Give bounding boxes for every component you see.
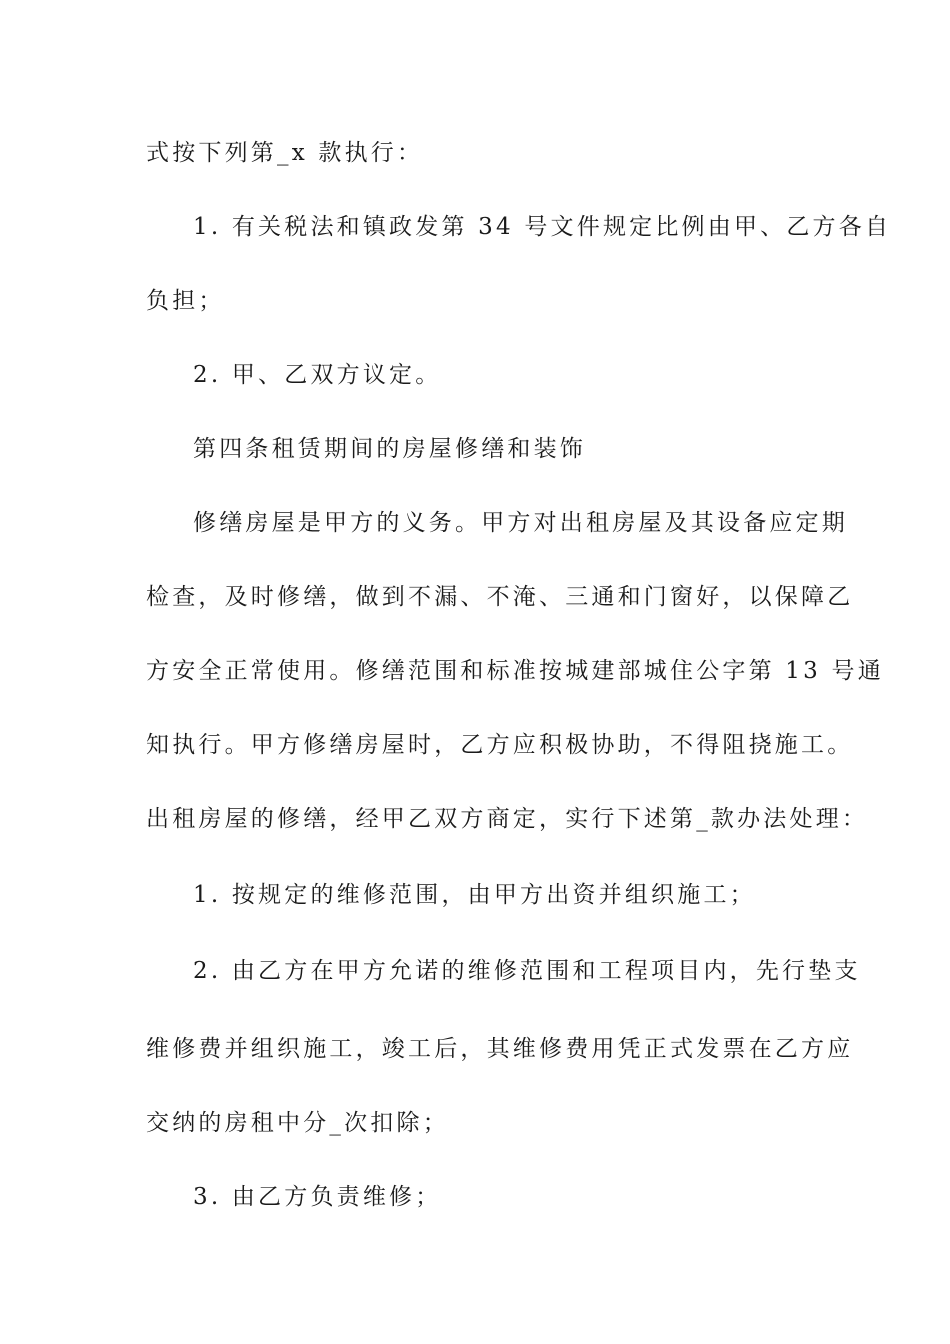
text-line: 交纳的房租中分_次扣除； [146,1110,449,1136]
text-line: 出租房屋的修缮，经甲乙双方商定，实行下述第_款办法处理： [146,806,869,832]
text-line: 知执行。甲方修缮房屋时，乙方应积极协助，不得阻挠施工。 [146,732,854,758]
text-line: 1. 按规定的维修范围，由甲方出资并组织施工； [193,882,756,908]
text-line: 1. 有关税法和镇政发第 34 号文件规定比例由甲、乙方各自 [193,214,892,240]
text-line: 式按下列第_x 款执行： [146,140,424,166]
section-heading: 第四条租赁期间的房屋修缮和装饰 [193,436,586,462]
text-line: 维修费并组织施工，竣工后，其维修费用凭正式发票在乙方应 [146,1036,854,1062]
text-line: 2. 由乙方在甲方允诺的维修范围和工程项目内，先行垫支 [193,958,861,984]
text-line: 3. 由乙方负责维修； [193,1184,442,1210]
text-line: 负担； [146,288,225,314]
text-line: 2. 甲、乙双方议定。 [193,362,442,388]
text-line: 方安全正常使用。修缮范围和标准按城建部城住公字第 13 号通 [146,658,884,684]
text-line: 检查，及时修缮，做到不漏、不淹、三通和门窗好，以保障乙 [146,584,854,610]
text-line: 修缮房屋是甲方的义务。甲方对出租房屋及其设备应定期 [193,510,848,536]
